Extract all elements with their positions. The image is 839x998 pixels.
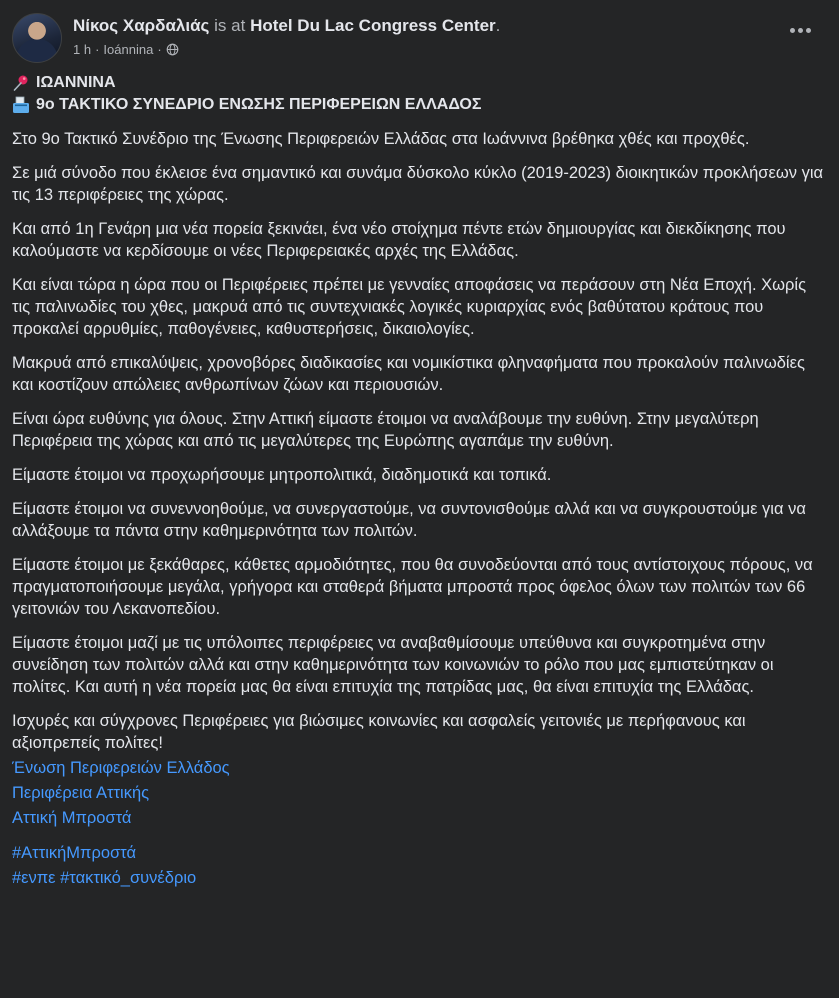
mention-link[interactable]: Ένωση Περιφερειών Ελλάδος — [12, 759, 230, 777]
more-options-icon[interactable] — [790, 28, 811, 33]
mentions — [12, 756, 827, 831]
paragraph: Στο 9ο Τακτικό Συνέδριο της Ένωσης Περιφερειών Ελλάδας στα Ιωάννινα βρέθηκα χθές και προχθές. — [12, 130, 750, 148]
meta-separator-2: · — [157, 42, 162, 57]
paragraph: Και είναι τώρα η ώρα που οι Περιφέρειες πρέπει με γενναίες αποφάσεις να περάσουν στη Νέα Εποχή. Χωρίς τις παλινωδίες του χθες, μακρυά από τις συντεχνιακές λογικές κυριαρχίας ενός βαθύτατου κράτους που προκαλεί αρρυθμίες, παθογένειες, καθυστερήσεις, δικαιολογίες. — [12, 276, 807, 338]
paragraph: Είμαστε έτοιμοι μαζί με τις υπόλοιπες περιφέρειες να αναβαθμίσουμε υπεύθυνα και συγκροτημένα στην συνείδηση των πολιτών αλλά και στην καθημερινότητα των κοινωνιών το ρόλο που μας εμπιστεύτηκαν οι πολίτες. Και αυτή η νέα πορεία μας θα είναι επιτυχία της πατρίδας μας, θα είναι επιτυχία της Ελλάδας. — [12, 634, 774, 696]
meta-separator: · — [95, 42, 100, 57]
paragraph: Είμαστε έτοιμοι με ξεκάθαρες, κάθετες αρμοδιότητες, που θα συνοδεύονται από τους αντίστοιχους πόρους, να πραγματοποιήσουμε μεγάλα, γρήγορα και σταθερά βήματα μπροστά προς όφελος όλων των πολιτών των 66 γειτονιών του Λεκανοπεδίου. — [12, 556, 813, 618]
globe-icon[interactable] — [166, 43, 179, 56]
headline-event-text: 9ο ΤΑΚΤΙΚΟ ΣΥΝΕΔΡΙΟ ΕΝΩΣΗΣ ΠΕΡΙΦΕΡΕΙΩΝ ΕΛΛΑΔΟΣ — [36, 96, 482, 113]
checkin-action: is at — [214, 16, 246, 35]
place-suffix: . — [495, 16, 501, 35]
paragraph: Ισχυρές και σύγχρονες Περιφέρειες για βιώσιμες κοινωνίες και ασφαλείς γειτονιές με περήφανους και αξιοπρεπείς πολίτες! — [12, 712, 746, 752]
paragraph: Μακρυά από επικαλύψεις, χρονοβόρες διαδικασίες και νομικίστικα φληναφήματα που προκαλούν παλινωδίες και κοστίζουν απώλειες ανθρωπίνων ζώων και περιουσιών. — [12, 354, 805, 394]
post-text — [12, 128, 827, 754]
author-name[interactable]: Νίκος Χαρδαλιάς — [73, 16, 210, 35]
hashtag-link[interactable]: #ΑττικήΜπροστά — [12, 844, 137, 862]
paragraph: Σε μιά σύνοδο που έκλεισε ένα σημαντικό και συνάμα δύσκολο κύκλο (2019-2023) διοικητικών προκλήσεων για τις 13 περιφέρειες της χώρας. — [12, 164, 824, 204]
mention-link[interactable]: Αττική Μπροστά — [12, 809, 132, 827]
mention-link[interactable]: Περιφέρεια Αττικής — [12, 784, 150, 802]
post-meta — [73, 42, 179, 57]
avatar[interactable] — [12, 13, 62, 63]
paragraph: Είμαστε έτοιμοι να συνεννοηθούμε, να συνεργαστούμε, να συντονισθούμε αλλά και να συγκρουστούμε για να αλλάξουμε τα πάντα στην καθημερινότητα των πολιτών. — [12, 500, 806, 540]
round-pushpin-icon — [12, 74, 30, 92]
headline-event — [12, 94, 827, 116]
hashtag-link[interactable]: #ενπε #τακτικό_συνέδριο — [12, 869, 197, 887]
post-time[interactable]: 1 h — [73, 42, 92, 57]
post-body — [12, 72, 827, 891]
paragraph: Είμαστε έτοιμοι να προχωρήσουμε μητροπολιτικά, διαδημοτικά και τοπικά. — [12, 466, 552, 484]
post-header — [12, 10, 827, 70]
paragraph: Και από 1η Γενάρη μια νέα πορεία ξεκινάει, ένα νέο στοίχημα πέντε ετών δημιουργίας και διεκδίκησης που καλούμαστε να κερδίσουμε οι νέες Περιφερειακές αρχές της Ελλάδας. — [12, 220, 786, 260]
hashtags — [12, 841, 827, 891]
headline-location-text: ΙΩΑΝΝΙΝΑ — [36, 74, 116, 91]
headline-location — [12, 72, 827, 94]
author-line — [73, 16, 500, 36]
paragraph: Είναι ώρα ευθύνης για όλους. Στην Αττική είμαστε έτοιμοι να αναλάβουμε την ευθύνη. Στην μεγαλύτερη Περιφέρεια της χώρας και από τις μεγαλύτερες της Ευρώπης αγαπάμε την ευθύνη. — [12, 410, 759, 450]
post-location[interactable]: Ioánnina — [103, 42, 154, 57]
checkin-place[interactable]: Hotel Du Lac Congress Center — [250, 16, 496, 35]
ballot-box-icon — [12, 96, 30, 114]
